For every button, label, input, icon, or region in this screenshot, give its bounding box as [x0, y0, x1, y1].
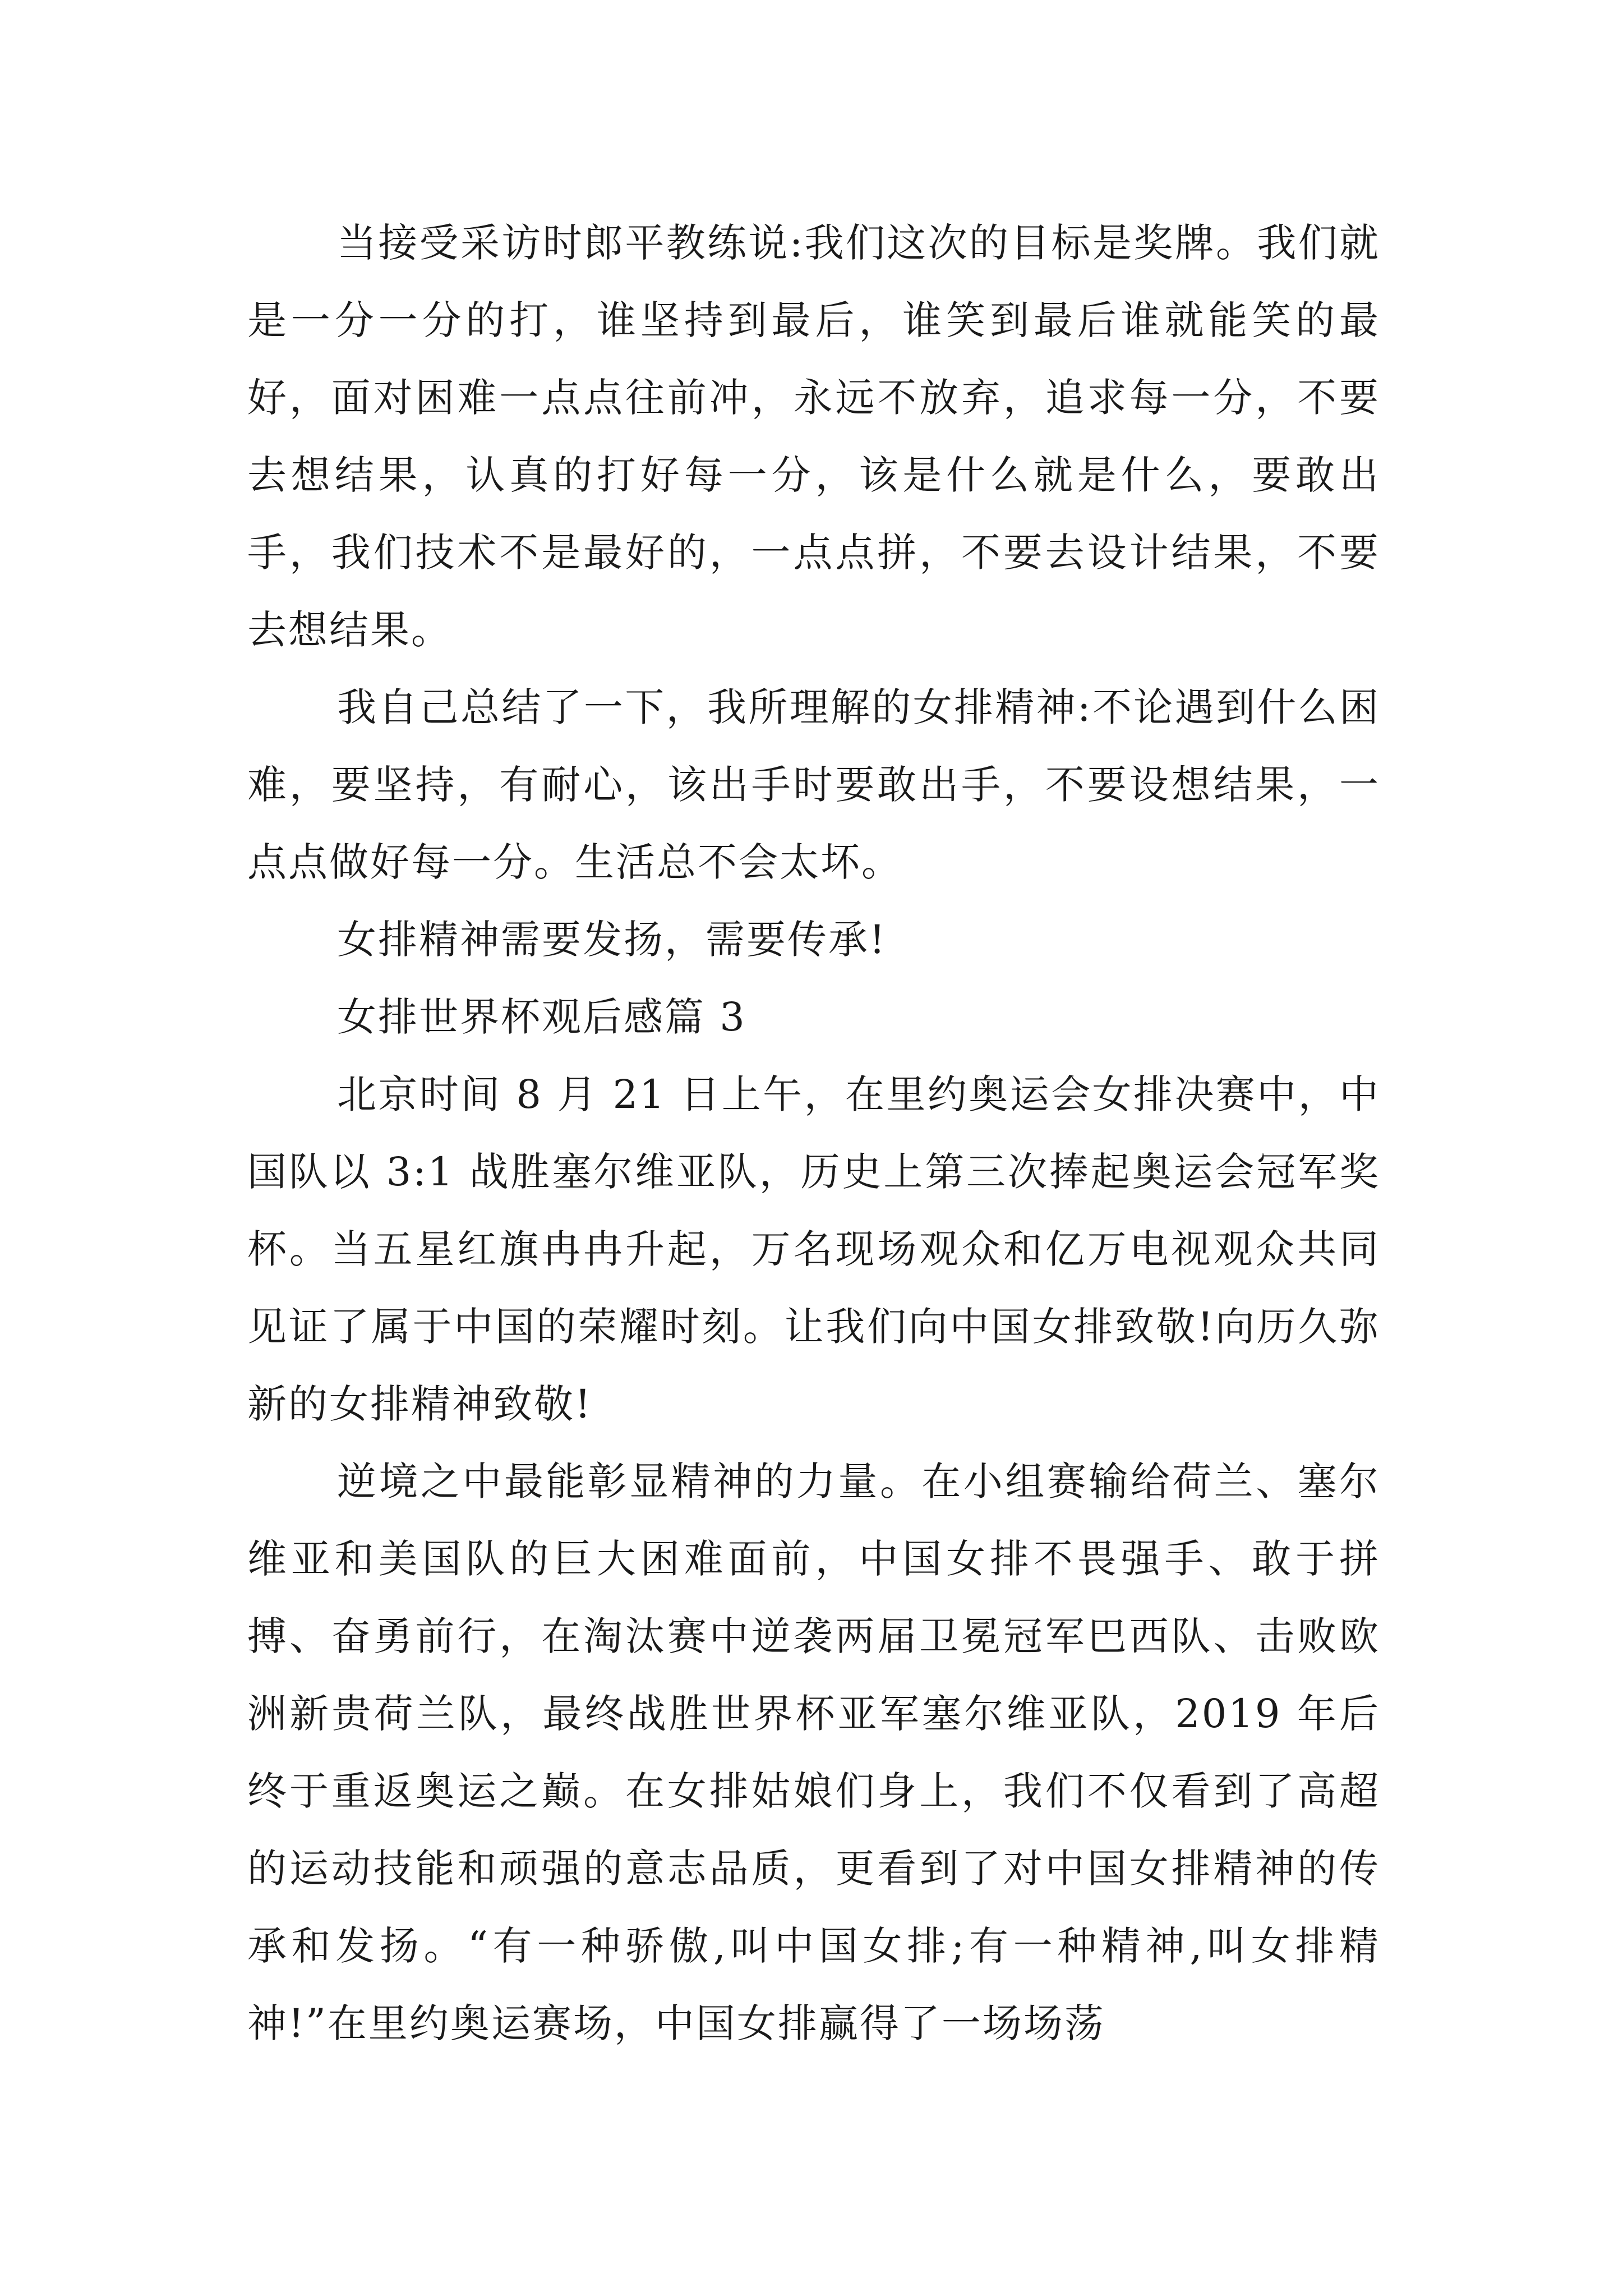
- section-heading: 女排世界杯观后感篇 3: [337, 994, 746, 1040]
- paragraph-coach-interview: 当接受采访时郎平教练说:我们这次的目标是奖牌。我们就是一分一分的打，谁坚持到最后，谁笑到最后谁就能笑的最好，面对困难一点点往前冲，永远不放弃，追求每一分，不要去想结果，认真的打好每一分，该是什么就是什么，要敢出手，我们技术不是最好的，一点点拼，不要去设计结果，不要去想结果。: [247, 220, 1380, 653]
- document-body: [247, 204, 1380, 2062]
- paragraph-adversity: 逆境之中最能彰显精神的力量。在小组赛输给荷兰、塞尔维亚和美国队的巨大困难面前，中国女排不畏强手、敢于拼搏、奋勇前行，在淘汰赛中逆袭两届卫冕冠军巴西队、击败欧洲新贵荷兰队，最终战胜世界杯亚军塞尔维亚队，2019 年后终于重返奥运之巅。在女排姑娘们身上，我们不仅看到了高超的运动技能和顽强的意志品质，更看到了对中国女排精神的传承和发扬。“有一种骄傲,叫中国女排;有一种精神,叫女排精神!”在里约奥运赛场，中国女排赢得了一场场荡: [247, 1458, 1380, 2046]
- paragraph-olympic-final: 北京时间 8 月 21 日上午，在里约奥运会女排决赛中，中国队以 3:1 战胜塞尔维亚队，历史上第三次捧起奥运会冠军奖杯。当五星红旗冉冉升起，万名现场观众和亿万电视观众共同见证了属于中国的荣耀时刻。让我们向中国女排致敬!向历久弥新的女排精神致敬!: [247, 1071, 1380, 1427]
- paragraph-spirit-call: 女排精神需要发扬，需要传承!: [337, 917, 887, 963]
- paragraph-personal-summary: 我自己总结了一下，我所理解的女排精神:不论遇到什么困难，要坚持，有耐心，该出手时要敢出手，不要设想结果，一点点做好每一分。生活总不会太坏。: [247, 684, 1380, 885]
